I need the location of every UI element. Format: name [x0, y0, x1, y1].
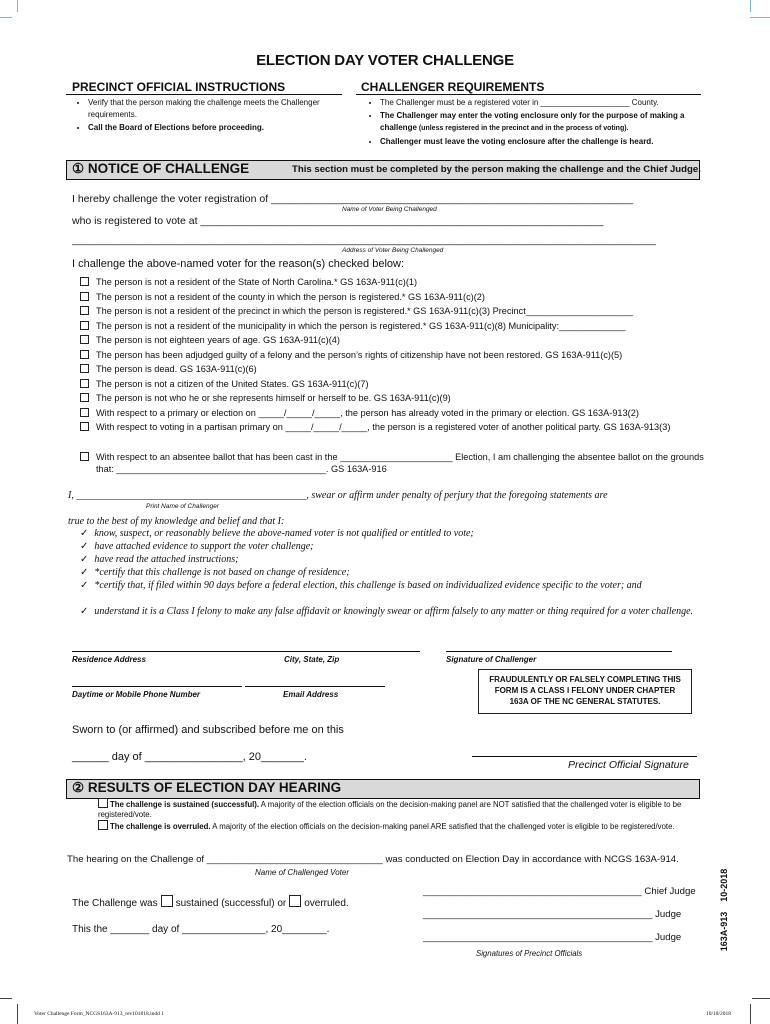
reason-text: The person is not eighteen years of age. GS 163A-911(c)(4) — [96, 335, 340, 345]
form-title: ELECTION DAY VOTER CHALLENGE — [256, 52, 514, 69]
checkbox[interactable] — [98, 798, 108, 808]
oath-check-item — [80, 541, 700, 553]
requirement-item: • Challenger must leave the voting enclosure after the challenge is heard. — [380, 136, 702, 148]
crop-mark — [750, 1004, 751, 1024]
divider — [66, 94, 342, 95]
checkbox[interactable] — [80, 422, 89, 431]
address-line: ____________________________________________________________________________________________________ — [72, 234, 656, 246]
residence-line[interactable] — [72, 651, 420, 652]
reason-row[interactable] — [80, 349, 705, 361]
hearing-line: The hearing on the Challenge of _________________________________ was conducted on Election Day in accordance with NCGS 163A-914. — [67, 854, 679, 865]
reason-text: The person is not a resident of the precinct in which the person is registered.* GS 163A-911(c)(3) Precinct_____________________ — [96, 306, 634, 316]
divider — [356, 94, 701, 95]
precinct-signature-label: Precinct Official Signature — [568, 759, 689, 771]
reasons-heading: I challenge the above-named voter for the reason(s) checked below: — [72, 258, 405, 270]
section-number: ① — [72, 161, 85, 176]
checkbox[interactable] — [80, 306, 89, 315]
reason-text: With respect to a primary or election on _____/_____/_____, the person has already voted in the primary or election. GS 163A-913(2) — [96, 408, 639, 418]
crop-mark — [750, 0, 751, 12]
sustained-label: sustained (successful) or — [175, 898, 287, 909]
instruction-item: • Call the Board of Elections before proceeding. — [88, 122, 340, 134]
overruled-bold: The challenge is overruled. — [110, 822, 211, 831]
reason-text: The person has been adjudged guilty of a felony and the person’s rights of citizenship have not been restored. GS 163A-911(c)(5) — [96, 350, 623, 360]
challenge-result-line — [72, 895, 349, 909]
judge-line[interactable]: ___________________________________________ Judge — [423, 932, 682, 943]
reason-row[interactable] — [80, 305, 705, 317]
section-2-title — [72, 780, 341, 796]
check-mark-icon: ✓ — [80, 567, 89, 578]
crop-mark — [0, 17, 12, 18]
email-label: Email Address — [283, 690, 339, 699]
checkbox[interactable] — [80, 350, 89, 359]
instruction-item: • Verify that the person making the challenge meets the Challenger requirements. — [88, 97, 340, 121]
sustained-checkbox[interactable] — [161, 895, 173, 907]
oath-check-item — [80, 567, 700, 579]
reason-row[interactable] — [80, 363, 705, 375]
overruled-option[interactable] — [98, 820, 698, 832]
sustained-bold: The challenge is sustained (successful). — [110, 800, 260, 809]
footer-date: 10/18/2018 — [706, 1011, 732, 1017]
overruled-checkbox[interactable] — [289, 895, 301, 907]
challenger-requirements-heading: CHALLENGER REQUIREMENTS — [361, 80, 545, 94]
check-text: have attached evidence to support the voter challenge; — [94, 541, 314, 552]
checkbox[interactable] — [80, 364, 89, 373]
oath-caption: Print Name of Challenger — [146, 503, 219, 510]
reason-row[interactable] — [80, 407, 705, 419]
check-text: understand it is a Class I felony to make any false affidavit or knowingly swear or affirm falsely to any matter or thing required for a voter challenge. — [94, 606, 694, 617]
voter-name-line: I hereby challenge the voter registration of ______________________________________________________________ — [72, 193, 634, 205]
checkbox[interactable] — [80, 379, 89, 388]
oath-check-item — [80, 580, 700, 592]
requirement-bold: The Challenger may enter the voting enclosure only for the purpose of making a challenge — [380, 111, 685, 132]
reason-text: With respect to an absentee ballot that has been cast in the ______________________ Election, I am challenging the absentee ballot on the grounds that: _________________________________________. GS 163A-916 — [96, 452, 704, 474]
checkbox[interactable] — [80, 335, 89, 344]
check-text: know, suspect, or reasonably believe the above-named voter is not qualified or entitled to vote; — [94, 528, 474, 539]
checkbox[interactable] — [80, 292, 89, 301]
oath-line: I, ______________________________________________, swear or affirm under penalty of perjury that the foregoing statements are — [68, 490, 608, 501]
section-title-text: NOTICE OF CHALLENGE — [87, 161, 250, 176]
reason-text: The person is not a resident of the county in which the person is registered.* GS 163A-911(c)(2) — [96, 292, 485, 302]
felony-warning: FRAUDULENTLY OR FALSELY COMPLETING THIS FORM IS A CLASS I FELONY UNDER CHAPTER 163A OF THE NC GENERAL STATUTES. — [489, 675, 681, 706]
footer-file-name: Voter Challenge Form_NCGS163A-913_rev101818.indd 1 — [34, 1011, 165, 1017]
registered-address-line: who is registered to vote at _____________________________________________________________________ — [72, 215, 604, 227]
section-title-text: RESULTS OF ELECTION DAY HEARING — [87, 780, 342, 795]
felony-warning-box — [478, 669, 692, 714]
reason-row[interactable] — [80, 451, 705, 475]
oath-continued: true to the best of my knowledge and belief and that I: — [68, 516, 285, 527]
reason-row[interactable] — [80, 392, 705, 404]
reason-text: The person is not a citizen of the United States. GS 163A-911(c)(7) — [96, 379, 369, 389]
officials-signature-caption: Signatures of Precinct Officials — [476, 949, 583, 958]
check-mark-icon: ✓ — [80, 541, 89, 552]
challenger-requirements-list — [362, 97, 702, 149]
crop-mark — [750, 17, 770, 18]
section-number: ② — [72, 780, 85, 795]
checkbox[interactable] — [80, 452, 89, 461]
reason-text: The person is not a resident of the municipality in which the person is registered.* GS 163A-911(c)(8) Municipality:_____________ — [96, 321, 626, 331]
checkbox[interactable] — [80, 408, 89, 417]
sworn-date-line: ______ day of ________________, 20_______. — [72, 751, 307, 763]
city-label: City, State, Zip — [284, 655, 340, 664]
reason-row[interactable] — [80, 334, 705, 346]
reason-text: The person is not a resident of the State of North Carolina.* GS 163A-911(c)(1) — [96, 277, 418, 287]
precinct-signature-line[interactable] — [472, 756, 697, 757]
reason-text: With respect to voting in a partisan primary on _____/_____/_____, the person is a registered voter of another political party. GS 163A-913(3) — [96, 422, 671, 432]
crop-mark — [17, 1004, 18, 1024]
reason-row[interactable] — [80, 421, 705, 433]
crop-mark — [752, 998, 770, 999]
section-1-note: This section must be completed by the person making the challenge and the Chief Judge. — [292, 164, 701, 175]
overruled-text: A majority of the election officials on the decision-making panel ARE satisfied that the challenged voter is eligible to be registered/vote. — [210, 822, 675, 831]
check-text: *certify that this challenge is not based on change of residence; — [94, 567, 350, 578]
requirement-paren: (unless registered in the precinct and in the process of voting). — [416, 125, 629, 132]
crop-mark — [0, 998, 12, 999]
checkbox[interactable] — [80, 277, 89, 286]
oath-check-item — [80, 554, 700, 566]
precinct-instructions-list — [70, 97, 340, 135]
this-the-line: This the _______ day of _______________, 20________. — [72, 924, 330, 935]
overruled-label: overruled. — [304, 898, 349, 909]
challenge-was-label: The Challenge was — [72, 898, 158, 909]
requirement-item — [380, 110, 702, 135]
reason-row[interactable] — [80, 291, 705, 303]
residence-label: Residence Address — [72, 655, 146, 664]
crop-mark — [17, 0, 18, 12]
check-mark-icon: ✓ — [80, 580, 89, 591]
check-mark-icon: ✓ — [80, 606, 89, 617]
hearing-caption: Name of Challenged Voter — [255, 868, 349, 877]
oath-check-item — [80, 528, 700, 540]
email-line[interactable] — [245, 686, 385, 687]
phone-label: Daytime or Mobile Phone Number — [72, 690, 201, 699]
check-text: *certify that, if filed within 90 days before a federal election, this challenge is based on individualized evidence specific to the voter; and — [94, 580, 642, 591]
checkbox[interactable] — [98, 820, 108, 830]
sustained-option[interactable] — [98, 798, 698, 820]
check-mark-icon: ✓ — [80, 554, 89, 565]
reason-text: The person is dead. GS 163A-911(c)(6) — [96, 364, 257, 374]
sworn-text: Sworn to (or affirmed) and subscribed before me on this — [72, 724, 344, 736]
challenger-signature-line[interactable] — [446, 651, 672, 652]
reason-row[interactable] — [80, 276, 705, 288]
challenger-signature-label: Signature of Challenger — [446, 655, 537, 664]
reason-row[interactable] — [80, 320, 705, 332]
reason-row[interactable] — [80, 378, 705, 390]
phone-line[interactable] — [72, 686, 242, 687]
check-text: have read the attached instructions; — [94, 554, 239, 565]
chief-judge-line[interactable]: _________________________________________ Chief Judge — [423, 886, 696, 897]
address-caption: Address of Voter Being Challenged — [342, 247, 444, 254]
precinct-instructions-heading: PRECINCT OFFICIAL INSTRUCTIONS — [72, 80, 286, 94]
sustained-text: A majority of the election officials on the decision-making panel are NOT satisfied that the challenged voter is eligible to be registered/vote. — [98, 800, 682, 819]
voter-name-caption: Name of Voter Being Challenged — [342, 206, 437, 213]
oath-check-item — [80, 606, 700, 618]
checkbox[interactable] — [80, 393, 89, 402]
section-1-title — [72, 161, 249, 177]
requirement-item: • The Challenger must be a registered voter in ____________________ County. — [380, 97, 702, 109]
reason-text: The person is not who he or she represents himself or herself to be. GS 163A-911(c)(9) — [96, 393, 451, 403]
check-mark-icon: ✓ — [80, 528, 89, 539]
checkbox[interactable] — [80, 321, 89, 330]
form-code: 163A-913 10-2018 — [719, 868, 729, 952]
judge-line[interactable]: ___________________________________________ Judge — [423, 909, 682, 920]
